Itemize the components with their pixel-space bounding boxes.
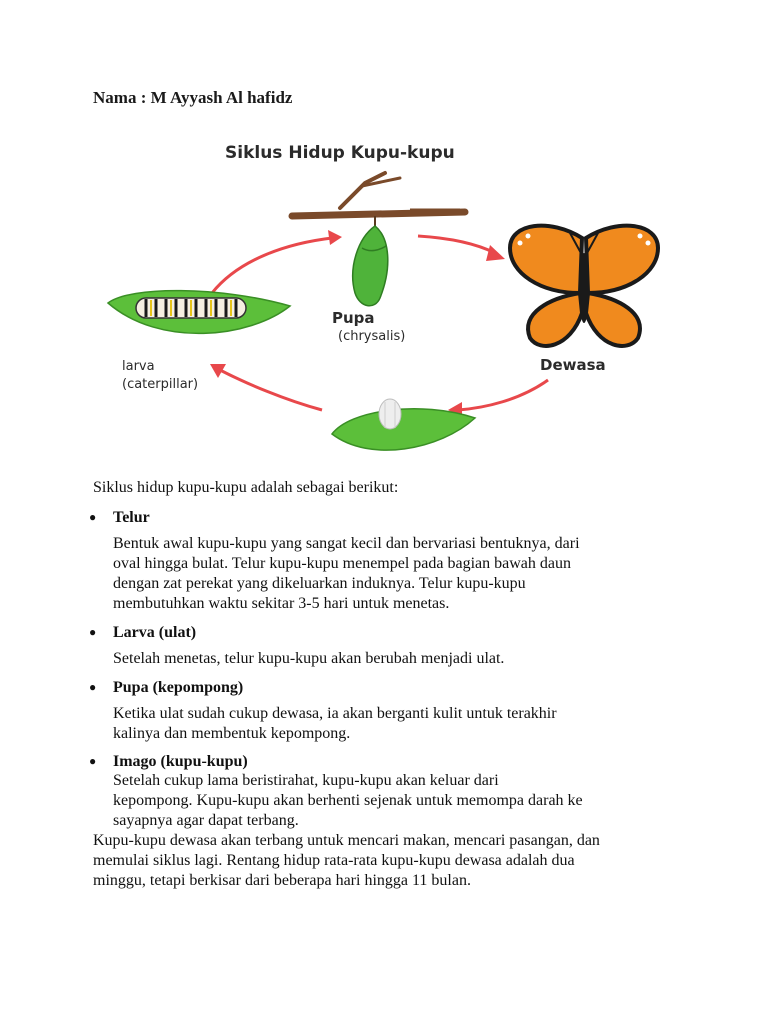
text-line: Setelah menetas, telur kupu-kupu akan berubah menjadi ulat.: [113, 650, 505, 667]
text-line: kalinya dan membentuk kepompong.: [113, 725, 351, 742]
text-line: Kupu-kupu dewasa akan terbang untuk mencari makan, mencari pasangan, dan: [93, 832, 600, 849]
text-line: membutuhkan waktu sekitar 3-5 hari untuk menetas.: [113, 595, 450, 612]
text-line: Bentuk awal kupu-kupu yang sangat kecil dan bervariasi bentuknya, dari: [113, 535, 580, 552]
larva-label: larva: [122, 359, 155, 374]
text-line: oval hingga bulat. Telur kupu-kupu menempel pada bagian bawah daun: [113, 555, 572, 572]
arrow-egg-to-larva-icon: [210, 364, 322, 410]
stage-description-pupa: [113, 704, 673, 744]
list-item-imago: [89, 751, 248, 772]
list-item-larva: [89, 622, 196, 643]
larva-sub-label: (caterpillar): [122, 377, 199, 392]
figure-title: Siklus Hidup Kupu-kupu: [225, 143, 455, 163]
butterfly-icon: [510, 226, 658, 346]
text-line: dengan zat perekat yang dikeluarkan induknya. Telur kupu-kupu: [113, 575, 526, 592]
text-line: Setelah cukup lama beristirahat, kupu-kupu akan keluar dari: [113, 772, 499, 789]
stage-description-telur: [113, 534, 673, 614]
stage-title: Larva (ulat): [113, 624, 197, 641]
closing-paragraph: [93, 831, 683, 891]
arrow-larva-to-pupa-icon: [212, 230, 342, 293]
stage-title: Pupa (kepompong): [113, 679, 244, 696]
stage-description-larva: [113, 649, 673, 669]
text-line: memulai siklus lagi. Rentang hidup rata-rata kupu-kupu dewasa adalah dua: [93, 852, 575, 869]
adult-label: Dewasa: [540, 356, 606, 374]
caterpillar-icon: [136, 298, 246, 318]
life-cycle-figure: [100, 138, 670, 468]
pupa-sub-label: (chrysalis): [338, 329, 406, 344]
stage-description-imago: [113, 771, 673, 831]
text-line: minggu, tetapi berkisar dari beberapa hari hingga 11 bulan.: [93, 872, 471, 889]
pupa-label: Pupa: [332, 309, 375, 327]
arrow-pupa-to-adult-icon: [418, 236, 505, 261]
bullet-icon: ●: [89, 754, 97, 768]
text-line: Ketika ulat sudah cukup dewasa, ia akan berganti kulit untuk terakhir: [113, 705, 557, 722]
stage-title: Telur: [113, 509, 150, 526]
list-item-telur: [89, 507, 150, 528]
bullet-icon: ●: [89, 510, 97, 524]
branch-icon: [292, 173, 465, 216]
arrow-adult-to-egg-icon: [448, 380, 548, 418]
text-line: kepompong. Kupu-kupu akan berhenti sejenak untuk memompa darah ke: [113, 792, 583, 809]
bullet-icon: ●: [89, 625, 97, 639]
bullet-icon: ●: [89, 680, 97, 694]
intro-paragraph: Siklus hidup kupu-kupu adalah sebagai berikut:: [93, 479, 399, 496]
list-item-pupa: [89, 677, 243, 698]
chrysalis-icon: [353, 216, 388, 306]
stage-title: Imago (kupu-kupu): [113, 753, 248, 770]
student-name: Nama : M Ayyash Al hafidz: [93, 88, 293, 107]
egg-leaf-icon: [332, 399, 475, 450]
caterpillar-leaf-icon: [108, 291, 290, 334]
text-line: sayapnya agar dapat terbang.: [113, 812, 299, 829]
